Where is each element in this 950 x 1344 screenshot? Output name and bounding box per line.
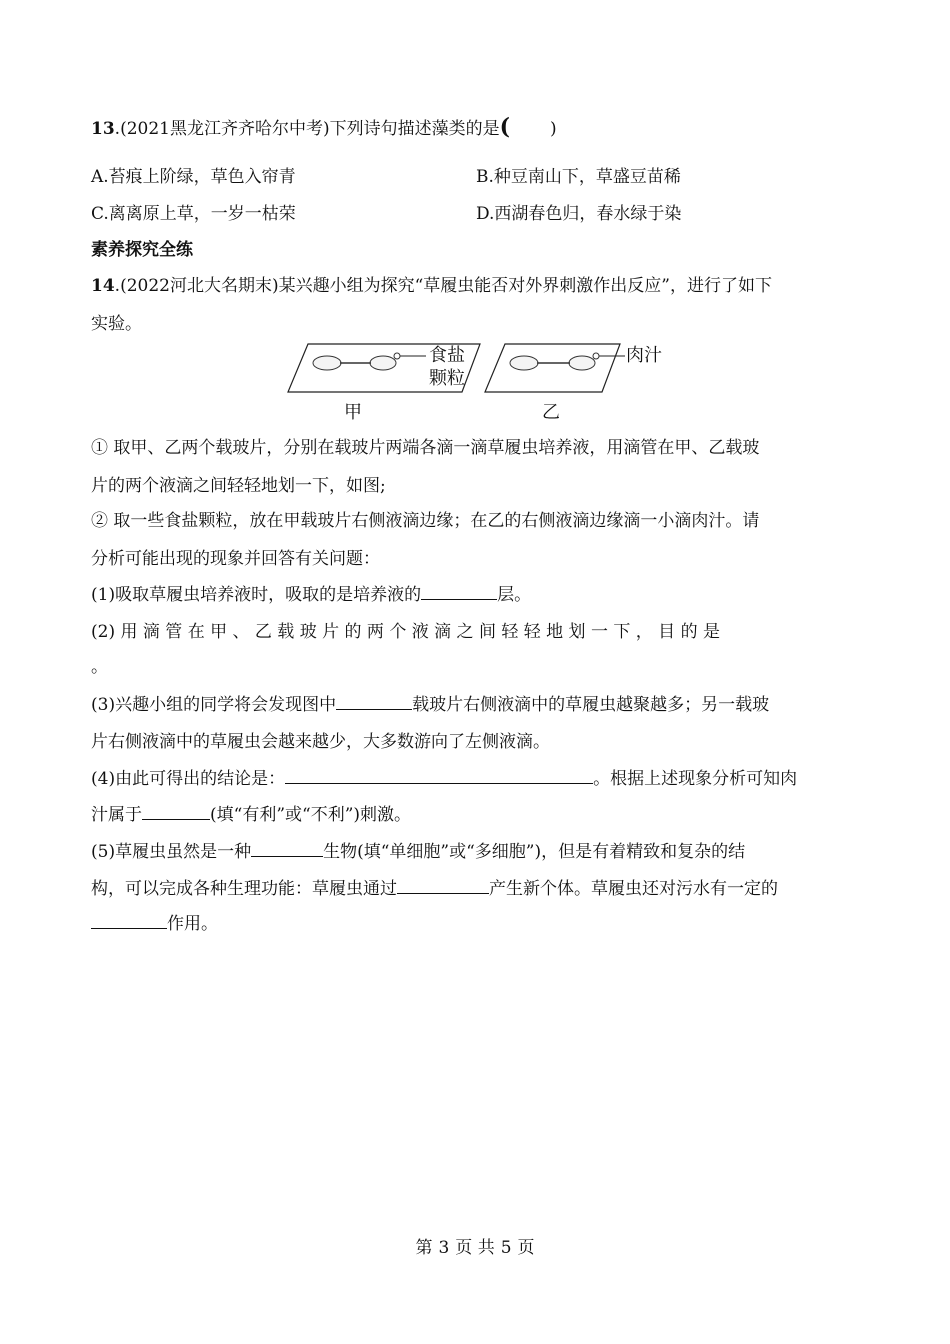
- q14-stem-text: .(2022河北大名期末)某兴趣小组为探究“草履虫能否对外界刺激作出反应”，进行了如下: [114, 276, 772, 296]
- q14-number: 14: [91, 276, 115, 296]
- broth-label: 肉汁: [626, 345, 662, 366]
- current-page: 3: [438, 1238, 450, 1258]
- caption-yi: 乙: [542, 402, 560, 423]
- q13-stem: [91, 115, 557, 141]
- footer-mid: 页 共: [455, 1238, 495, 1258]
- sub-question-5: [91, 839, 745, 864]
- answer-blank-3[interactable]: [336, 692, 412, 710]
- answer-paren-close: ): [550, 119, 557, 139]
- sub-question-5-line3: [91, 911, 218, 936]
- step2-line1: ② 取一些食盐颗粒，放在甲载玻片右侧液滴边缘；在乙的右侧液滴边缘滴一小滴肉汁。请: [91, 511, 760, 531]
- sub-question-4: [91, 766, 797, 791]
- salt-label-top: 食盐: [429, 345, 465, 366]
- experiment-figure: [280, 338, 680, 428]
- sub4-suffix: 。根据上述现象分析可知肉: [593, 769, 798, 789]
- sub5-text-2: 构，可以完成各种生理功能：草履虫通过: [91, 879, 397, 899]
- q13-number: 13: [91, 119, 115, 139]
- left-droplet: [313, 356, 341, 370]
- sub3-text: (3)兴趣小组的同学将会发现图中: [91, 695, 337, 715]
- sub-question-4-line2: [91, 802, 411, 827]
- sub-question-2-line1: (2) 用 滴 管 在 甲 、 乙 载 玻 片 的 两 个 液 滴 之 间 轻 轻 地 划 一 下 ， 目 的 是: [91, 622, 720, 642]
- sub-question-2-line2: 。: [91, 657, 108, 677]
- q13-option-d: D.西湖春色归，春水绿于染: [476, 204, 682, 224]
- answer-blank-1[interactable]: [421, 582, 497, 600]
- sub5-text: (5)草履虫虽然是一种: [91, 842, 252, 862]
- answer-blank-5b[interactable]: [397, 876, 489, 894]
- total-pages: 5: [500, 1238, 512, 1258]
- sub4-text: (4)由此可得出的结论是：: [91, 769, 286, 789]
- q13-option-c: C.离离原上草，一岁一枯荣: [91, 204, 296, 224]
- q13-source-text: .(2021黑龙江齐齐哈尔中考)下列诗句描述藻类的是: [114, 119, 500, 139]
- page-footer: [0, 1233, 950, 1258]
- sub4-suffix-2: (填“有利”或“不利”)刺激。: [210, 805, 412, 825]
- answer-blank-5a[interactable]: [251, 839, 323, 857]
- step1-line2: 片的两个液滴之间轻轻地划一下，如图;: [91, 476, 386, 496]
- q13-option-a: A.苔痕上阶绿，草色入帘青: [91, 167, 296, 187]
- answer-blank-4b[interactable]: [142, 802, 210, 820]
- sub1-suffix: 层。: [497, 585, 532, 605]
- caption-jia: 甲: [344, 402, 362, 423]
- slide-jia: [288, 344, 480, 423]
- q13-option-b: B.种豆南山下，草盛豆苗稀: [476, 167, 681, 187]
- sub-question-3: [91, 692, 769, 717]
- sub-question-5-line2: [91, 876, 778, 901]
- sub-question-3-line2: 片右侧液滴中的草履虫会越来越少，大多数游向了左侧液滴。: [91, 732, 550, 752]
- sub4-text-2: 汁属于: [91, 805, 142, 825]
- step2-line2: 分析可能出现的现象并回答有关问题：: [91, 549, 380, 569]
- answer-paren-open: (: [499, 114, 511, 140]
- section-title: 素养探究全练: [91, 240, 193, 260]
- sub5-suffix-2: 产生新个体。草履虫还对污水有一定的: [489, 879, 778, 899]
- slide-yi: [485, 344, 662, 423]
- footer-suffix: 页: [517, 1238, 535, 1258]
- sub3-suffix: 载玻片右侧液滴中的草履虫越聚越多；另一载玻: [412, 695, 770, 715]
- q14-stem-line1: [91, 274, 772, 298]
- answer-blank-4a[interactable]: [285, 766, 593, 784]
- salt-label-bottom: 颗粒: [429, 368, 465, 389]
- footer-prefix: 第: [415, 1238, 433, 1258]
- sub1-text: (1)吸取草履虫培养液时，吸取的是培养液的: [91, 585, 422, 605]
- answer-blank-5c[interactable]: [91, 911, 167, 929]
- step1-line1: ① 取甲、乙两个载玻片，分别在载玻片两端各滴一滴草履虫培养液，用滴管在甲、乙载玻: [91, 438, 760, 458]
- sub-question-1: [91, 582, 531, 607]
- sub5-suffix-3: 作用。: [167, 914, 218, 934]
- q14-stem-line2: 实验。: [91, 314, 142, 334]
- sub5-suffix: 生物(填“单细胞”或“多细胞”)，但是有着精致和复杂的结: [323, 842, 746, 862]
